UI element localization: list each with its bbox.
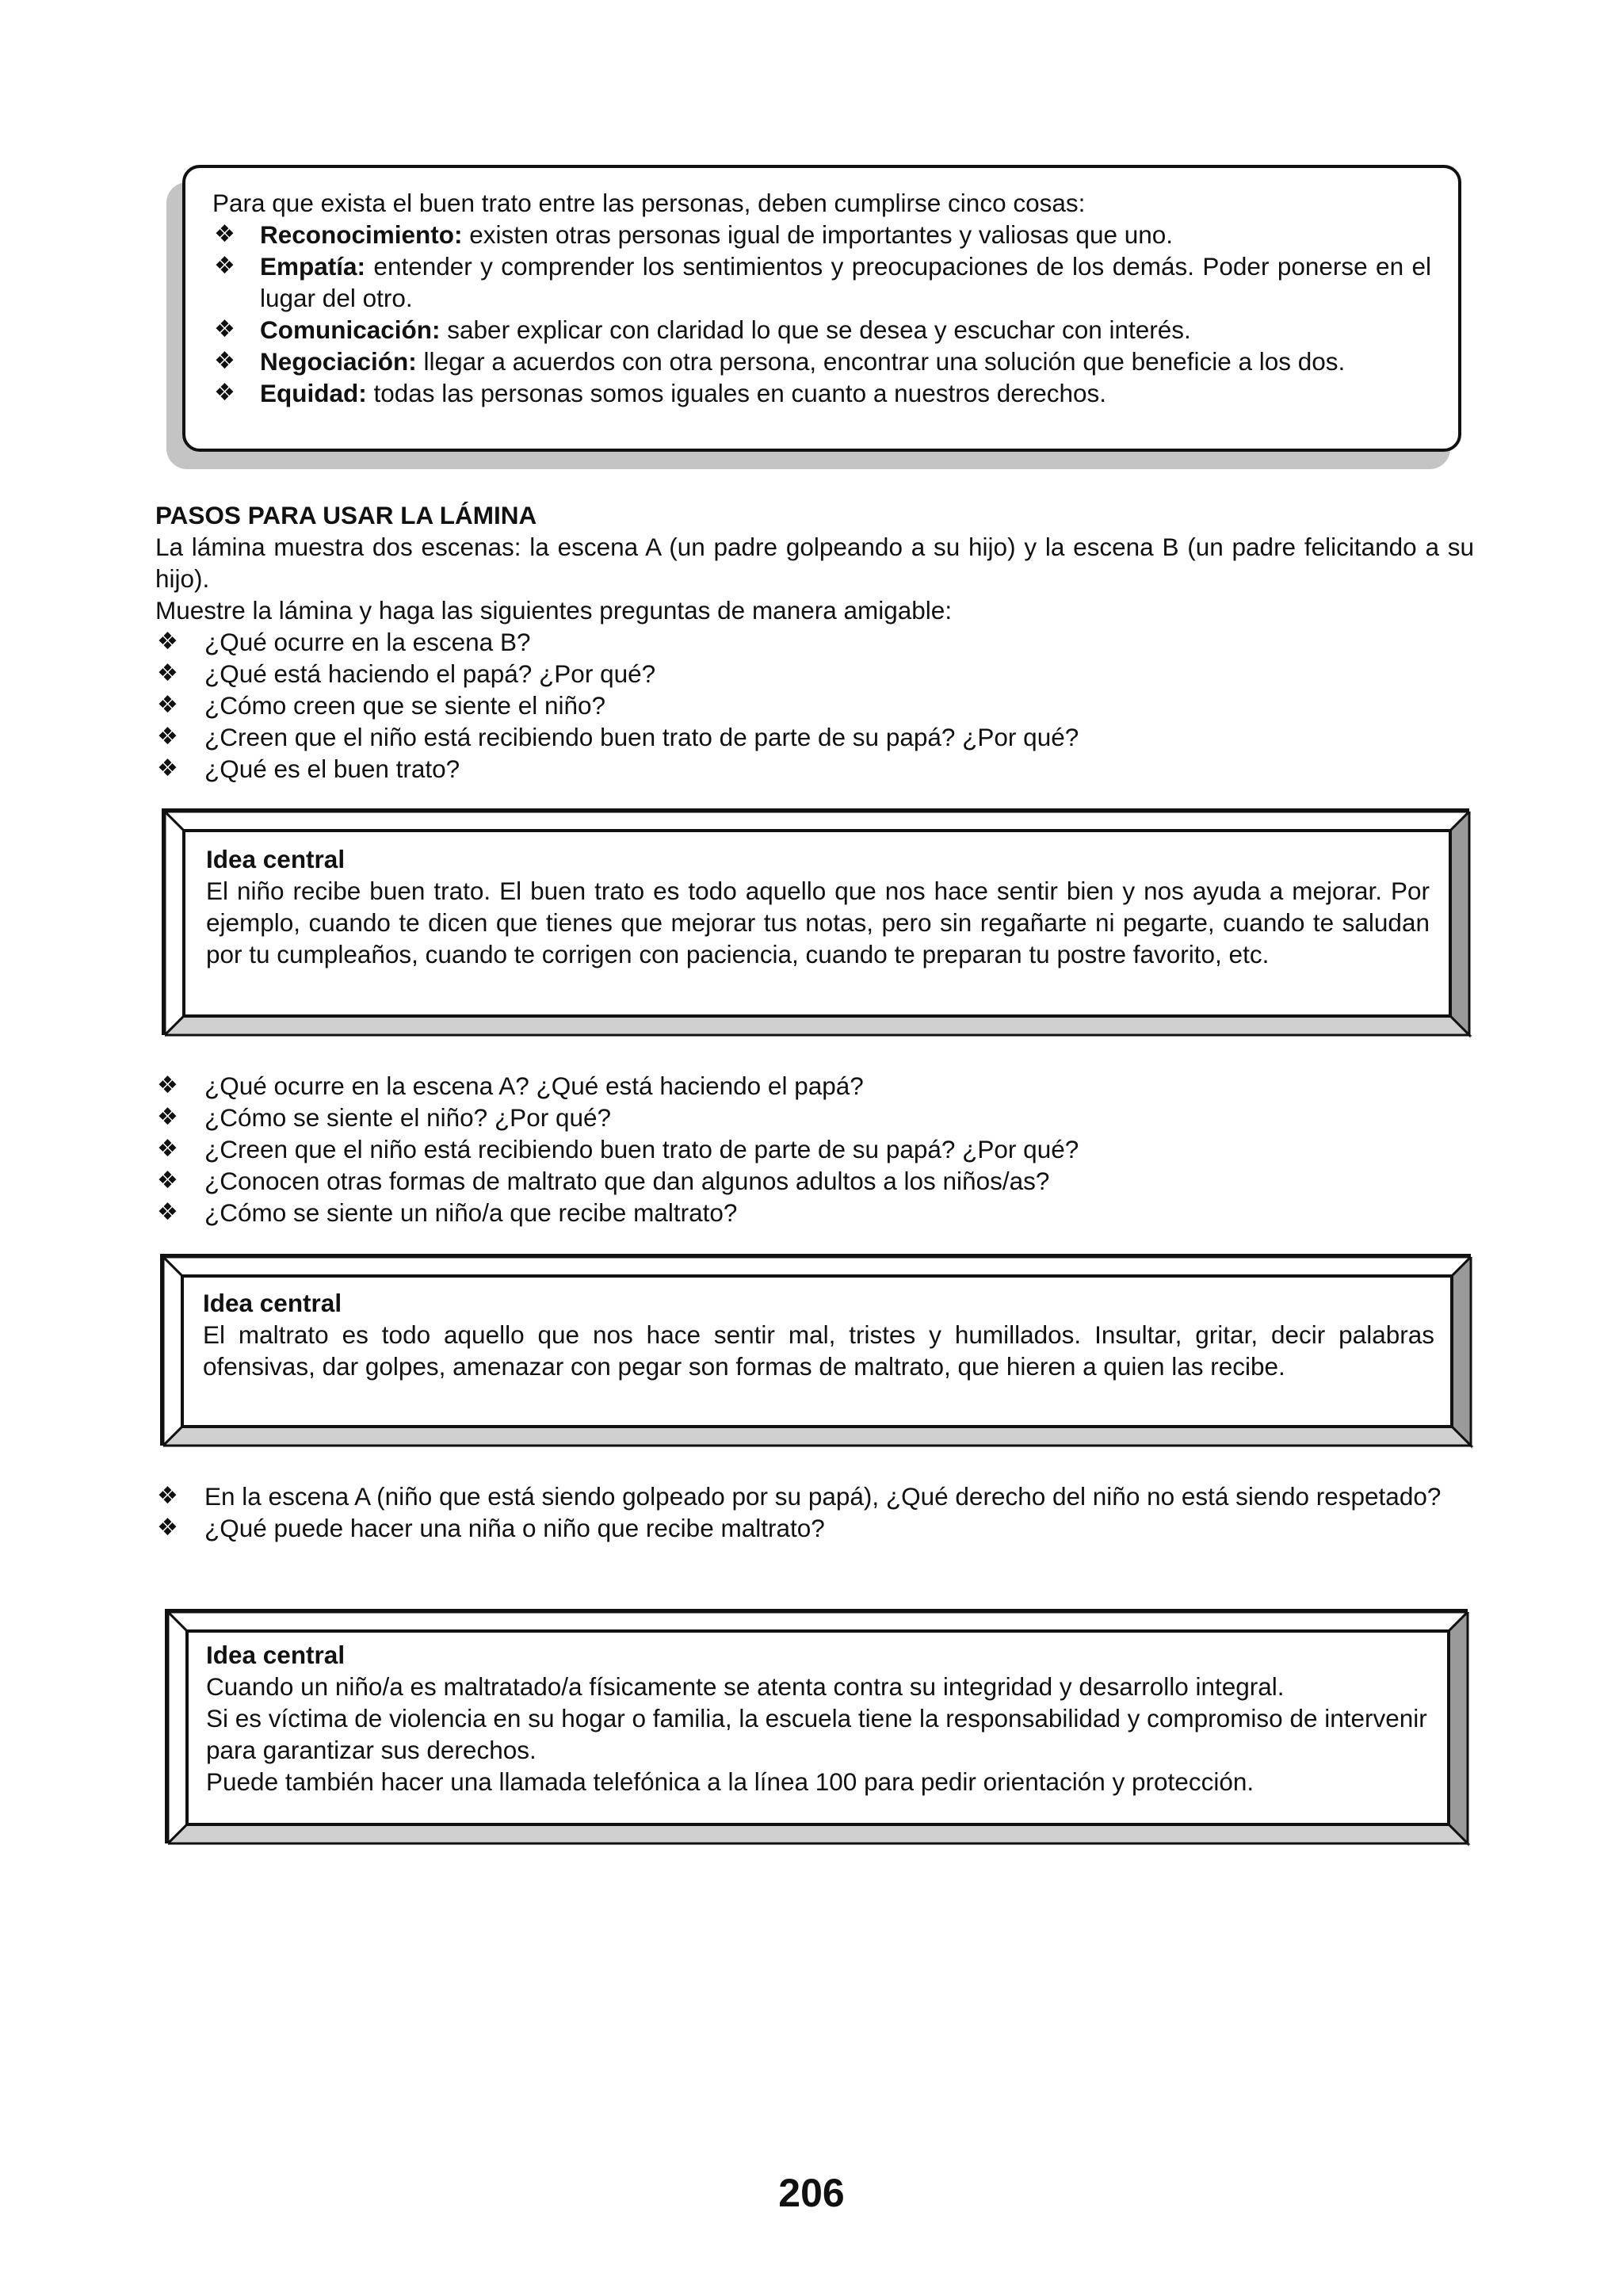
question: ¿Qué ocurre en la escena B? — [204, 628, 531, 656]
definition: existen otras personas igual de importantes y valiosas que uno. — [462, 220, 1174, 249]
diamond-bullet-icon: ❖ — [214, 347, 235, 375]
diamond-bullet-icon: ❖ — [214, 379, 235, 407]
list-item — [212, 377, 1431, 409]
diamond-bullet-icon: ❖ — [214, 252, 235, 280]
diamond-bullet-icon: ❖ — [157, 691, 178, 719]
question: ¿Qué está haciendo el papá? ¿Por qué? — [204, 659, 656, 688]
question: ¿Qué puede hacer una niña o niño que recibe maltrato? — [204, 1514, 825, 1542]
intro-lead: Para que exista el buen trato entre las personas, deben cumplirse cinco cosas: — [212, 189, 1086, 217]
section-paragraph: La lámina muestra dos escenas: la escena A (un padre golpeando a su hijo) y la escena B (un padre felicitando a su hijo). — [155, 533, 1474, 593]
question: ¿Cómo se siente un niño/a que recibe maltrato? — [204, 1198, 738, 1227]
section-instructions: Muestre la lámina y haga las siguientes preguntas de manera amigable: — [155, 596, 953, 625]
list-item — [155, 1070, 1474, 1102]
diamond-bullet-icon: ❖ — [157, 1135, 178, 1163]
list-item — [155, 658, 1474, 690]
idea-line: Cuando un niño/a es maltratado/a físicamente se atenta contra su integridad y desarrollo integral. — [206, 1672, 1285, 1701]
question: En la escena A (niño que está siendo golpeado por su papá), ¿Qué derecho del niño no está siendo respetado? — [204, 1482, 1442, 1511]
list-item — [155, 1133, 1474, 1165]
questions-list-3 — [155, 1480, 1474, 1544]
list-item — [155, 1480, 1474, 1512]
list-item — [212, 250, 1431, 314]
diamond-bullet-icon: ❖ — [157, 659, 178, 687]
question: ¿Cómo creen que se siente el niño? — [204, 691, 606, 720]
questions-list-2 — [155, 1070, 1474, 1228]
section-title: PASOS PARA USAR LA LÁMINA — [155, 501, 537, 529]
idea-content-2 — [203, 1287, 1434, 1382]
list-item — [155, 1197, 1474, 1228]
diamond-bullet-icon: ❖ — [157, 1482, 178, 1510]
question: ¿Creen que el niño está recibiendo buen trato de parte de su papá? ¿Por qué? — [204, 723, 1079, 751]
intro-list — [212, 219, 1431, 409]
idea-title: Idea central — [206, 1641, 346, 1669]
idea-frame-1 — [162, 808, 1469, 1035]
questions-list-1 — [155, 626, 1474, 785]
idea-content-1 — [206, 843, 1430, 970]
main-section — [155, 499, 1474, 626]
idea-text: El maltrato es todo aquello que nos hace sentir mal, tristes y humillados. Insultar, gritar, decir palabras ofensivas, dar golpes, amenazar con pegar son formas de maltrato, que hieren a quien las recibe. — [203, 1320, 1434, 1381]
list-item — [212, 314, 1431, 346]
diamond-bullet-icon: ❖ — [157, 1198, 178, 1226]
term: Negociación: — [260, 347, 417, 376]
diamond-bullet-icon: ❖ — [214, 220, 235, 248]
page-number: 206 — [778, 2171, 845, 2215]
diamond-bullet-icon: ❖ — [157, 1072, 178, 1099]
term: Equidad: — [260, 379, 367, 407]
diamond-bullet-icon: ❖ — [157, 628, 178, 655]
diamond-bullet-icon: ❖ — [157, 723, 178, 751]
diamond-bullet-icon: ❖ — [157, 1167, 178, 1194]
list-item — [155, 721, 1474, 753]
diamond-bullet-icon: ❖ — [157, 1103, 178, 1131]
definition: todas las personas somos iguales en cuanto a nuestros derechos. — [366, 379, 1107, 407]
list-item — [212, 219, 1431, 250]
definition: saber explicar con claridad lo que se desea y escuchar con interés. — [440, 315, 1191, 344]
idea-title: Idea central — [203, 1289, 342, 1317]
idea-text: El niño recibe buen trato. El buen trato es todo aquello que nos hace sentir bien y nos ayuda a mejorar. Por ejemplo, cuando te dicen que tienes que mejorar tus notas, pero sin regañarte ni pegarte, cuando te saludan por tu cumpleaños, cuando te corrigen con paciencia, cuando te preparan tu postre favorito, etc. — [206, 877, 1430, 968]
list-item — [155, 1512, 1474, 1544]
idea-line: Si es víctima de violencia en su hogar o familia, la escuela tiene la responsabilidad y compromiso de intervenir para garantizar sus derechos. — [206, 1704, 1427, 1764]
idea-frame-2 — [160, 1254, 1471, 1446]
list-item — [155, 1102, 1474, 1133]
idea-line: Puede también hacer una llamada telefónica a la línea 100 para pedir orientación y protección. — [206, 1767, 1254, 1796]
definition: llegar a acuerdos con otra persona, encontrar una solución que beneficie a los dos. — [416, 347, 1346, 376]
list-item — [155, 753, 1474, 785]
diamond-bullet-icon: ❖ — [157, 1514, 178, 1541]
definition: entender y comprender los sentimientos y preocupaciones de los demás. Poder ponerse en el lugar del otro. — [260, 252, 1431, 312]
term: Comunicación: — [260, 315, 441, 344]
idea-content-3 — [206, 1639, 1442, 1797]
question: ¿Cómo se siente el niño? ¿Por qué? — [204, 1103, 612, 1132]
idea-title: Idea central — [206, 845, 346, 873]
intro-box — [182, 165, 1461, 452]
question: ¿Conocen otras formas de maltrato que dan algunos adultos a los niños/as? — [204, 1167, 1050, 1195]
term: Reconocimiento: — [260, 220, 463, 249]
list-item — [155, 1165, 1474, 1197]
list-item — [155, 690, 1474, 721]
diamond-bullet-icon: ❖ — [157, 755, 178, 782]
question: ¿Qué es el buen trato? — [204, 755, 460, 783]
question: ¿Creen que el niño está recibiendo buen trato de parte de su papá? ¿Por qué? — [204, 1135, 1079, 1163]
idea-frame-3 — [165, 1609, 1468, 1843]
list-item — [155, 626, 1474, 658]
list-item — [212, 346, 1431, 377]
diamond-bullet-icon: ❖ — [214, 315, 235, 343]
term: Empatía: — [260, 252, 366, 281]
question: ¿Qué ocurre en la escena A? ¿Qué está haciendo el papá? — [204, 1072, 864, 1100]
